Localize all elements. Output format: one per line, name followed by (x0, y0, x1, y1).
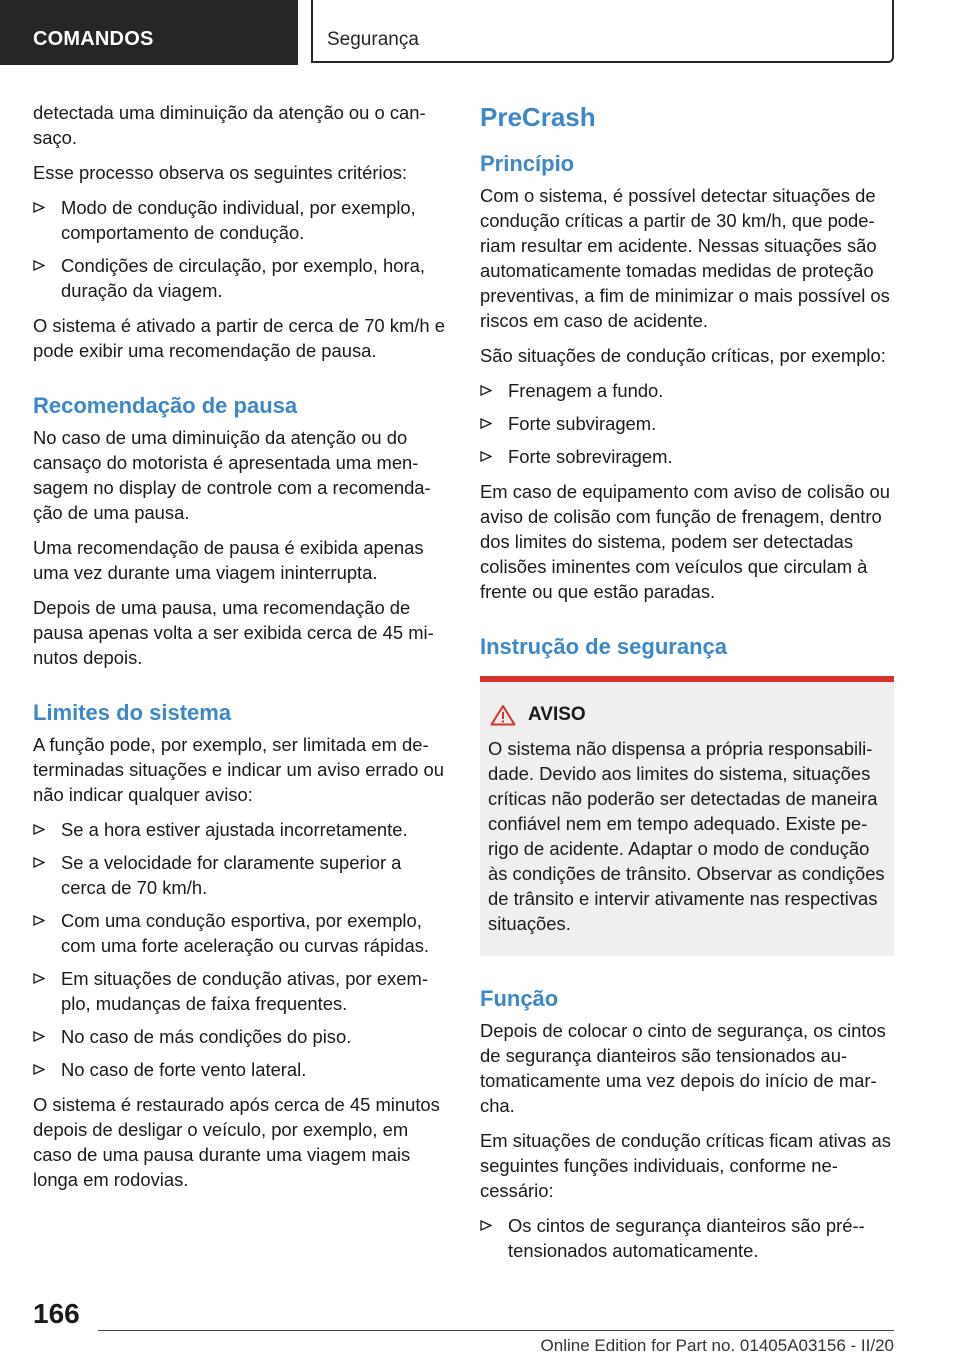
warning-header (488, 704, 886, 726)
situations-list (480, 378, 894, 469)
list-item-text: Frenagem a fundo. (508, 380, 664, 401)
bullet-triangle-icon (33, 1031, 45, 1042)
list-item (33, 966, 445, 1016)
paragraph: Uma recomendação de pausa é exibida apenas uma vez durante uma viagem ininterrupta. (33, 537, 424, 583)
warning-box (480, 676, 894, 956)
bullet-triangle-icon (480, 451, 492, 462)
list-item-text: Com uma condução esportiva, por exemplo, com uma forte aceleração ou curvas rápidas. (61, 910, 429, 956)
list-item-text: Se a hora estiver ajustada incorretamente. (61, 819, 408, 840)
heading-instrucao: Instrução de segurança (480, 634, 727, 659)
bullet-triangle-icon (33, 260, 45, 271)
list-item (480, 444, 894, 469)
section-title: COMANDOS (33, 28, 154, 50)
heading-funcao: Função (480, 986, 559, 1011)
paragraph: O sistema é restaurado após cerca de 45 minutos depois de desligar o veículo, por exemplo, em caso de uma pausa durante uma viagem mais longa em rodovias. (33, 1094, 440, 1190)
list-item-text: No caso de forte vento lateral. (61, 1059, 307, 1080)
list-item (33, 1057, 445, 1082)
warning-triangle-icon (490, 704, 516, 726)
bullet-triangle-icon (33, 915, 45, 926)
list-item-text: Forte subviragem. (508, 413, 657, 434)
list-item-text: Forte sobreviragem. (508, 446, 673, 467)
list-item-text: Modo de condução individual, por exemplo, comportamento de condução. (61, 197, 416, 243)
footer-divider (98, 1330, 894, 1331)
list-item (33, 850, 445, 900)
list-item (480, 378, 894, 403)
heading-recomendacao: Recomendação de pausa (33, 393, 298, 418)
paragraph: A função pode, por exemplo, ser limitada em determinadas situações e indicar um aviso errado ou não indicar qualquer aviso: (33, 734, 444, 805)
chapter-tab (311, 0, 894, 63)
paragraph: O sistema é ativado a partir de cerca de 70 km/h e pode exibir uma recomendação de pausa. (33, 315, 445, 361)
bullet-triangle-icon (33, 824, 45, 835)
paragraph: No caso de uma diminuição da atenção ou do cansaço do motorista é apresentada uma mensagem no display de controle com a recomendação de uma pausa. (33, 427, 431, 523)
warning-text: O sistema não dispensa a própria responsabilidade. Devido aos limites do sistema, situações críticas não poderão ser detectadas de maneira confiável nem em tempo adequado. Existe perigo de acidente. Adaptar o modo de condução às condições de trânsito. Observar as condições de trânsito e intervir ativamente nas respectivas situações. (488, 738, 885, 934)
paragraph: detectada uma diminuição da atenção ou o cansaço. (33, 102, 426, 148)
bullet-triangle-icon (33, 973, 45, 984)
list-item (480, 1213, 894, 1263)
right-column (480, 100, 894, 1273)
list-item-text: No caso de más condições do piso. (61, 1026, 352, 1047)
paragraph: Em caso de equipamento com aviso de colisão ou aviso de colisão com função de frenagem, dentro dos limites do sistema, podem ser detectadas colisões iminentes com veículos que circulam à frente ou que estão paradas. (480, 481, 890, 602)
paragraph: Esse processo observa os seguintes critérios: (33, 162, 408, 183)
criteria-list (33, 195, 445, 303)
heading-principio: Princípio (480, 151, 575, 176)
bullet-triangle-icon (480, 1220, 492, 1231)
bullet-triangle-icon (33, 202, 45, 213)
functions-list (480, 1213, 894, 1263)
list-item (33, 1024, 445, 1049)
paragraph: Em situações de condução críticas ficam ativas as seguintes funções individuais, conforme necessário: (480, 1130, 891, 1201)
heading-precrash: PreCrash (480, 102, 596, 132)
paragraph: São situações de condução críticas, por exemplo: (480, 345, 886, 366)
paragraph: Depois de uma pausa, uma recomendação de pausa apenas volta a ser exibida cerca de 45 minutos depois. (33, 597, 434, 668)
list-item (33, 908, 445, 958)
list-item (480, 411, 894, 436)
chapter-title: Segurança (327, 29, 419, 50)
section-tab (0, 0, 298, 65)
list-item-text: Se a velocidade for claramente superior a cerca de 70 km/h. (61, 852, 402, 898)
list-item-text: Os cintos de segurança dianteiros são pré-tensionados automaticamente. (508, 1215, 865, 1261)
limits-list (33, 817, 445, 1082)
list-item (33, 195, 445, 245)
warning-title: AVISO (528, 704, 586, 725)
edition-text: Online Edition for Part no. 01405A03156 - II/20 (540, 1336, 894, 1355)
bullet-triangle-icon (33, 1064, 45, 1075)
heading-limites: Limites do sistema (33, 700, 232, 725)
list-item (33, 253, 445, 303)
page-number: 166 (33, 1298, 80, 1329)
bullet-triangle-icon (33, 857, 45, 868)
bullet-triangle-icon (480, 418, 492, 429)
list-item-text: Condições de circulação, por exemplo, hora, duração da viagem. (61, 255, 425, 301)
list-item (33, 817, 445, 842)
paragraph: Depois de colocar o cinto de segurança, os cintos de segurança dianteiros são tensionados automaticamente uma vez depois do início de marcha. (480, 1020, 886, 1116)
paragraph: Com o sistema, é possível detectar situações de condução críticas a partir de 30 km/h, que poderiam resultar em acidente. Nessas situações são automaticamente tomadas medidas de proteção preventivas, a fim de minimizar o mais possível os riscos em caso de acidente. (480, 185, 890, 331)
left-column (33, 100, 445, 1202)
bullet-triangle-icon (480, 385, 492, 396)
list-item-text: Em situações de condução ativas, por exemplo, mudanças de faixa frequentes. (61, 968, 428, 1014)
